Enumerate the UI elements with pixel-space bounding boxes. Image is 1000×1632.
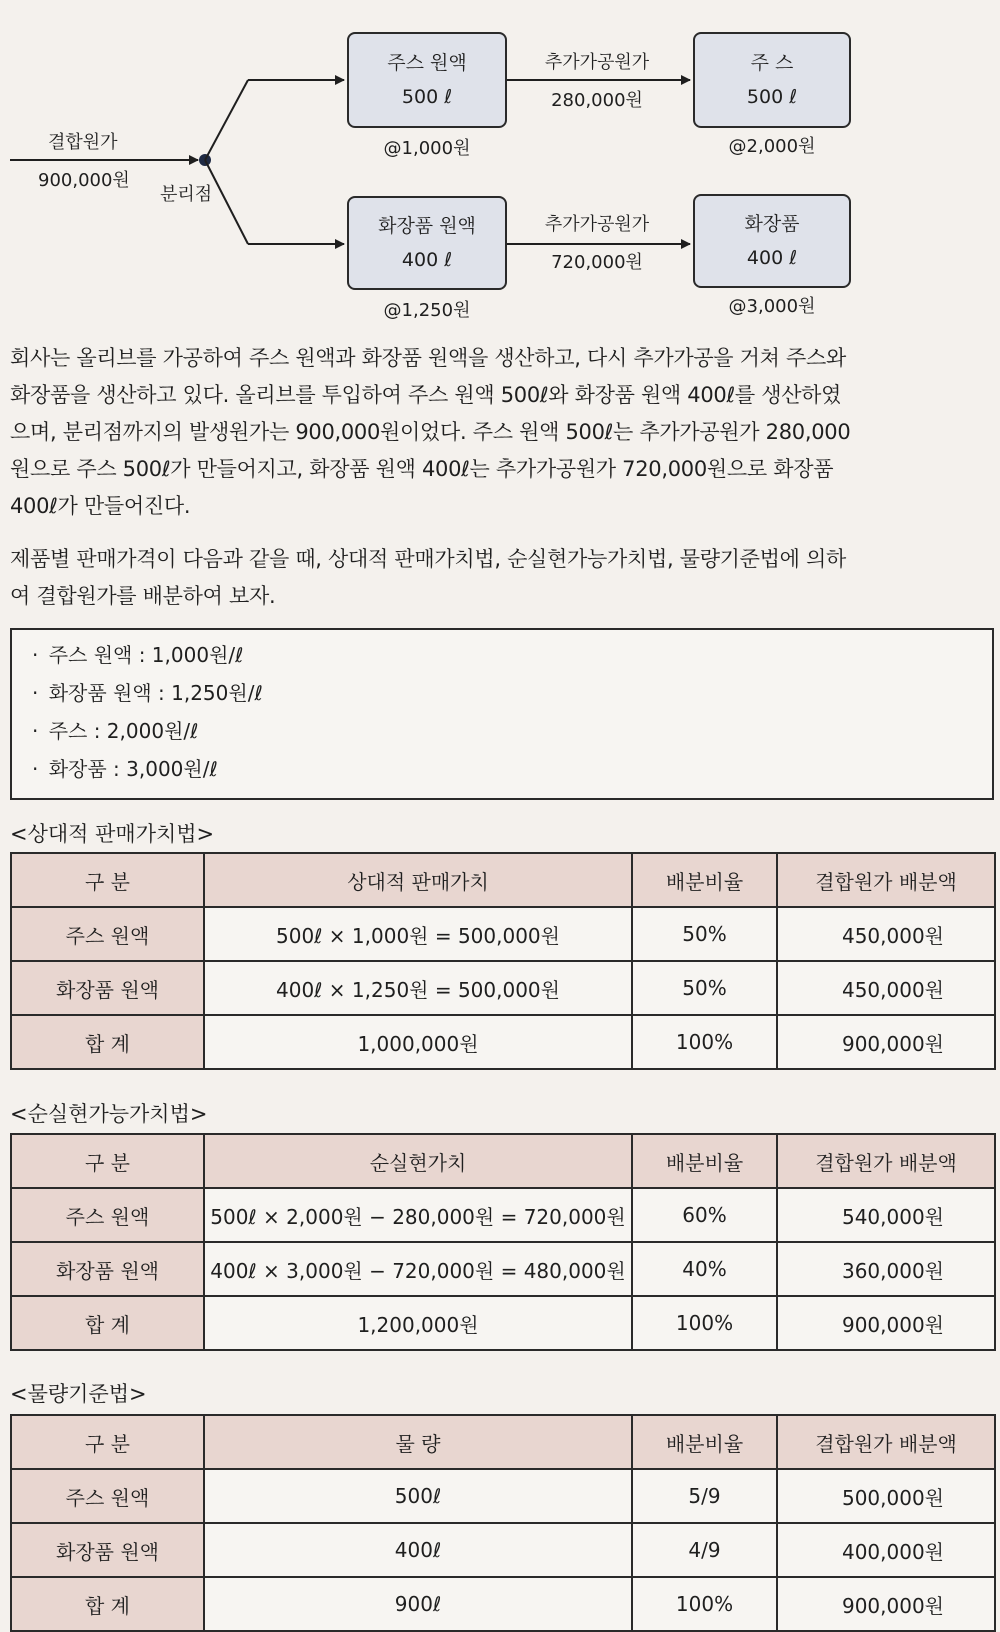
table-row xyxy=(11,1469,995,1523)
row-ratio: 60% xyxy=(632,1188,777,1242)
price-item: · 화장품 : 3,000원/ℓ xyxy=(32,750,992,788)
paragraph-line: 400ℓ가 만들어진다. xyxy=(10,494,191,518)
row-allocation: 900,000원 xyxy=(777,1577,995,1631)
row-basis: 500ℓ xyxy=(204,1469,632,1523)
row-ratio: 100% xyxy=(632,1015,777,1069)
row-allocation: 450,000원 xyxy=(777,907,995,961)
row-allocation: 360,000원 xyxy=(777,1242,995,1296)
table-title-net-realizable-value: <순실현가능가치법> xyxy=(10,1102,208,1126)
juice-name: 주 스 xyxy=(750,52,794,74)
cosmetic-concentrate-name: 화장품 원액 xyxy=(378,215,476,237)
header-basis: 순실현가치 xyxy=(204,1134,632,1188)
cosmetic-process-cost: 720,000원 xyxy=(551,252,643,273)
header-allocation: 결합원가 배분액 xyxy=(777,1134,995,1188)
header-category: 구 분 xyxy=(11,853,204,907)
table-total-row xyxy=(11,1296,995,1350)
net-realizable-value-table xyxy=(10,1133,996,1351)
cosmetic-process-label: 추가가공원가 xyxy=(544,214,650,235)
split-off-point-label: 분리점 xyxy=(160,184,213,205)
cosmetic-price: @3,000원 xyxy=(728,296,816,317)
row-category: 주스 원액 xyxy=(11,907,204,961)
row-allocation: 900,000원 xyxy=(777,1296,995,1350)
juice-box xyxy=(693,32,851,128)
price-item: · 주스 원액 : 1,000원/ℓ xyxy=(32,636,992,674)
row-allocation: 900,000원 xyxy=(777,1015,995,1069)
table-total-row xyxy=(11,1577,995,1631)
row-category: 주스 원액 xyxy=(11,1188,204,1242)
row-ratio: 40% xyxy=(632,1242,777,1296)
row-category: 화장품 원액 xyxy=(11,1523,204,1577)
row-category: 합 계 xyxy=(11,1015,204,1069)
row-allocation: 400,000원 xyxy=(777,1523,995,1577)
row-basis: 1,000,000원 xyxy=(204,1015,632,1069)
header-ratio: 배분비율 xyxy=(632,1134,777,1188)
juice-process-label: 추가가공원가 xyxy=(544,52,650,73)
paragraph-line: 으며, 분리점까지의 발생원가는 900,000원이었다. 주스 원액 500ℓ는 추가가공원가 280,000 xyxy=(10,420,851,444)
cosmetic-concentrate-price: @1,250원 xyxy=(383,300,471,321)
table-row xyxy=(11,907,995,961)
row-category: 화장품 원액 xyxy=(11,1242,204,1296)
paragraph-line: 제품별 판매가격이 다음과 같을 때, 상대적 판매가치법, 순실현가능가치법, 물량기준법에 의하 xyxy=(10,547,846,571)
cosmetic-concentrate-qty: 400 ℓ xyxy=(401,249,453,271)
header-allocation: 결합원가 배분액 xyxy=(777,1415,995,1469)
row-basis: 500ℓ × 2,000원 − 280,000원 = 720,000원 xyxy=(204,1188,632,1242)
header-category: 구 분 xyxy=(11,1415,204,1469)
row-category: 합 계 xyxy=(11,1296,204,1350)
table-row xyxy=(11,1188,995,1242)
row-ratio: 50% xyxy=(632,907,777,961)
row-ratio: 50% xyxy=(632,961,777,1015)
price-item: · 주스 : 2,000원/ℓ xyxy=(32,712,992,750)
table-row xyxy=(11,1242,995,1296)
row-allocation: 450,000원 xyxy=(777,961,995,1015)
header-ratio: 배분비율 xyxy=(632,853,777,907)
row-ratio: 100% xyxy=(632,1577,777,1631)
row-basis: 500ℓ × 1,000원 = 500,000원 xyxy=(204,907,632,961)
paragraph-line: 원으로 주스 500ℓ가 만들어지고, 화장품 원액 400ℓ는 추가가공원가 720,000원으로 화장품 xyxy=(10,457,834,481)
row-basis: 1,200,000원 xyxy=(204,1296,632,1350)
juice-qty: 500 ℓ xyxy=(746,86,798,108)
cosmetic-qty: 400 ℓ xyxy=(746,247,798,269)
row-basis: 900ℓ xyxy=(204,1577,632,1631)
row-category: 주스 원액 xyxy=(11,1469,204,1523)
juice-price: @2,000원 xyxy=(728,136,816,157)
cosmetic-box xyxy=(693,194,851,288)
cosmetic-name: 화장품 xyxy=(744,213,800,235)
joint-cost-label: 결합원가 xyxy=(48,132,118,153)
juice-concentrate-name: 주스 원액 xyxy=(387,52,467,74)
header-ratio: 배분비율 xyxy=(632,1415,777,1469)
table-total-row xyxy=(11,1015,995,1069)
joint-cost-value: 900,000원 xyxy=(38,170,130,191)
table-title-physical-units: <물량기준법> xyxy=(10,1382,147,1406)
juice-concentrate-box xyxy=(347,32,507,128)
row-category: 화장품 원액 xyxy=(11,961,204,1015)
paragraph-line: 화장품을 생산하고 있다. 올리브를 투입하여 주스 원액 500ℓ와 화장품 원액 400ℓ를 생산하였 xyxy=(10,383,842,407)
row-category: 합 계 xyxy=(11,1577,204,1631)
juice-concentrate-qty: 500 ℓ xyxy=(401,86,453,108)
table-header-row xyxy=(11,1134,995,1188)
paragraph-line: 회사는 올리브를 가공하여 주스 원액과 화장품 원액을 생산하고, 다시 추가가공을 거쳐 주스와 xyxy=(10,346,846,370)
relative-sales-value-table xyxy=(10,852,996,1070)
scenario-paragraph xyxy=(10,340,992,525)
header-category: 구 분 xyxy=(11,1134,204,1188)
table-row xyxy=(11,1523,995,1577)
table-header-row xyxy=(11,1415,995,1469)
row-ratio: 100% xyxy=(632,1296,777,1350)
table-header-row xyxy=(11,853,995,907)
row-ratio: 4/9 xyxy=(632,1523,777,1577)
juice-concentrate-price: @1,000원 xyxy=(383,138,471,159)
header-allocation: 결합원가 배분액 xyxy=(777,853,995,907)
row-basis: 400ℓ xyxy=(204,1523,632,1577)
instruction-paragraph xyxy=(10,541,992,615)
row-allocation: 540,000원 xyxy=(777,1188,995,1242)
row-ratio: 5/9 xyxy=(632,1469,777,1523)
header-basis: 물 량 xyxy=(204,1415,632,1469)
juice-process-cost: 280,000원 xyxy=(551,90,643,111)
physical-units-table xyxy=(10,1414,996,1632)
row-allocation: 500,000원 xyxy=(777,1469,995,1523)
joint-cost-diagram xyxy=(0,0,1000,330)
price-item: · 화장품 원액 : 1,250원/ℓ xyxy=(32,674,992,712)
paragraph-line: 여 결합원가를 배분하여 보자. xyxy=(10,584,276,608)
row-basis: 400ℓ × 3,000원 − 720,000원 = 480,000원 xyxy=(204,1242,632,1296)
row-basis: 400ℓ × 1,250원 = 500,000원 xyxy=(204,961,632,1015)
cosmetic-concentrate-box xyxy=(347,196,507,290)
table-row xyxy=(11,961,995,1015)
table-title-relative-sales-value: <상대적 판매가치법> xyxy=(10,822,215,846)
selling-price-box xyxy=(10,628,994,800)
header-basis: 상대적 판매가치 xyxy=(204,853,632,907)
